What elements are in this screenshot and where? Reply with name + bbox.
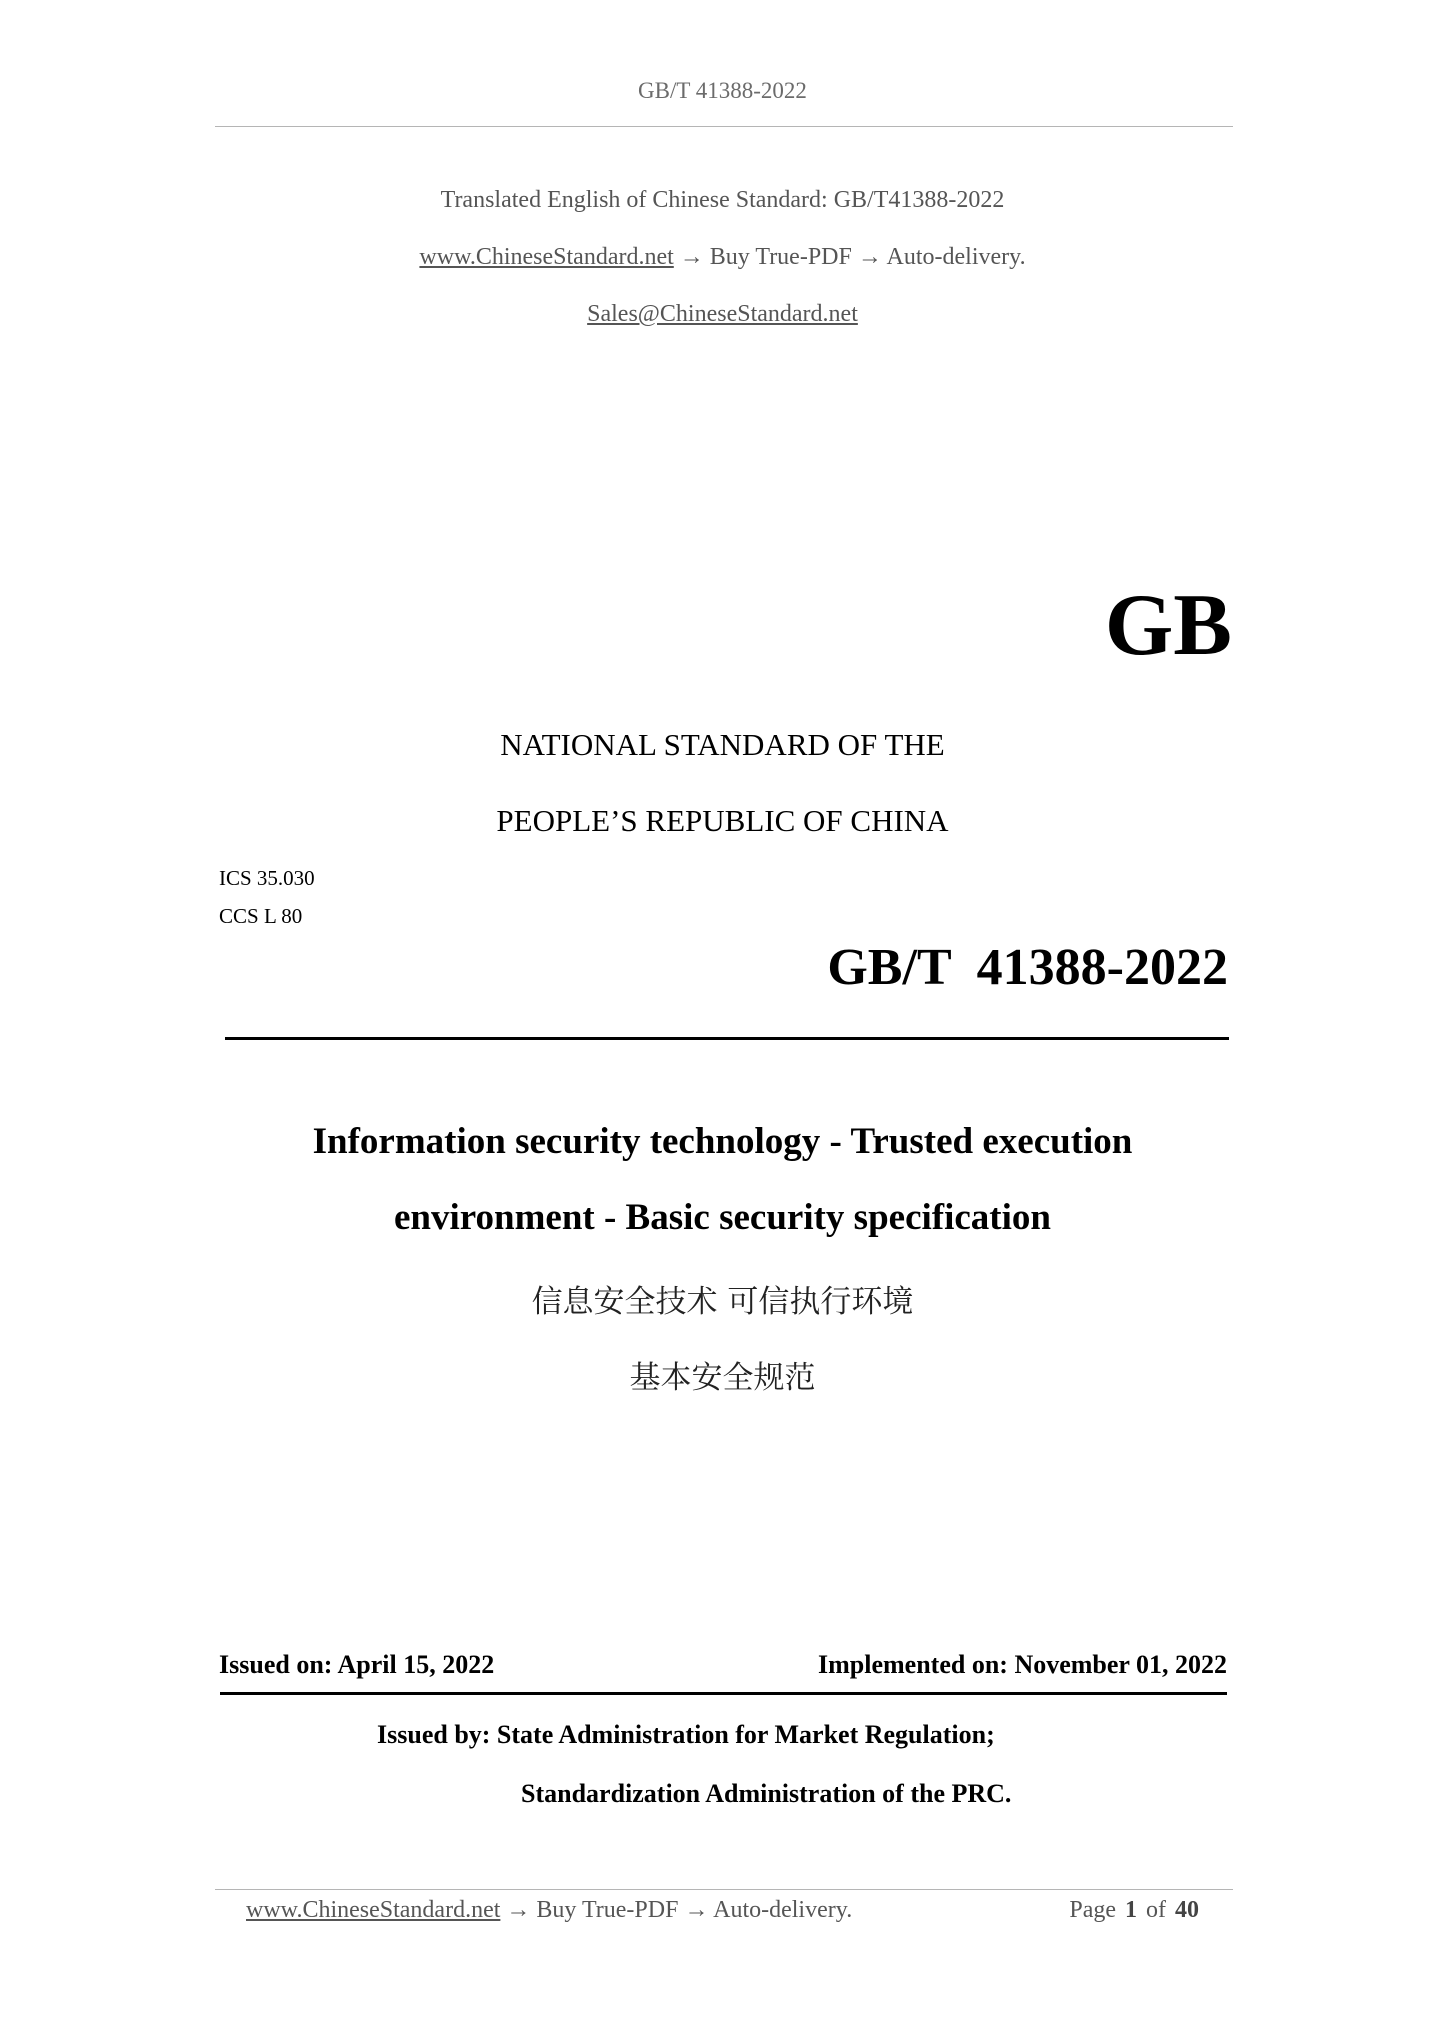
running-header: GB/T 41388-2022: [638, 78, 807, 103]
standard-number: GB/T 41388-2022: [827, 939, 1228, 996]
page-indicator: [1069, 1897, 1208, 1924]
ccs-code: CCS L 80: [219, 904, 303, 928]
title-zh-line-1: 信息安全技术 可信执行环境: [531, 1284, 914, 1320]
issuer-line-2: Standardization Administration of the PRC.: [521, 1779, 1012, 1808]
page-total: 40: [1175, 1897, 1199, 1923]
issued-on-date: Issued on: April 15, 2022: [219, 1650, 495, 1679]
site-link[interactable]: www.ChineseStandard.net: [419, 244, 674, 270]
title-zh-line-2: 基本安全规范: [629, 1360, 816, 1396]
issuer-line-1: Issued by: State Administration for Market Regulation;: [377, 1720, 995, 1749]
translation-notice: Translated English of Chinese Standard: GB/T41388-2022: [440, 187, 1005, 213]
footer-divider: [215, 1889, 1233, 1890]
header-divider: [215, 126, 1233, 127]
footer-purchase-text: → Buy True-PDF → Auto-delivery.: [506, 1897, 853, 1923]
ics-code: ICS 35.030: [219, 866, 315, 890]
page-of: of: [1146, 1897, 1166, 1923]
title-en-line-2: environment - Basic security specification: [393, 1197, 1051, 1238]
nation-line-1: NATIONAL STANDARD OF THE: [500, 727, 945, 762]
email-line: [0, 301, 1445, 328]
footer-site-link[interactable]: www.ChineseStandard.net: [246, 1897, 501, 1923]
purchase-text: → Buy True-PDF → Auto-delivery.: [679, 244, 1026, 270]
date-divider: [220, 1692, 1227, 1695]
gb-mark: GB: [1104, 577, 1232, 674]
sales-email-link[interactable]: Sales@ChineseStandard.net: [587, 301, 858, 327]
page-label: Page: [1069, 1897, 1116, 1923]
nation-line-2: PEOPLE’S REPUBLIC OF CHINA: [496, 803, 949, 838]
implemented-on-date: Implemented on: November 01, 2022: [818, 1650, 1227, 1679]
purchase-line: [0, 244, 1445, 271]
title-en-line-1: Information security technology - Trusted execution: [312, 1121, 1133, 1162]
standard-number-divider: [225, 1037, 1229, 1040]
footer-purchase-line: [246, 1897, 852, 1924]
page-current: 1: [1125, 1897, 1137, 1923]
